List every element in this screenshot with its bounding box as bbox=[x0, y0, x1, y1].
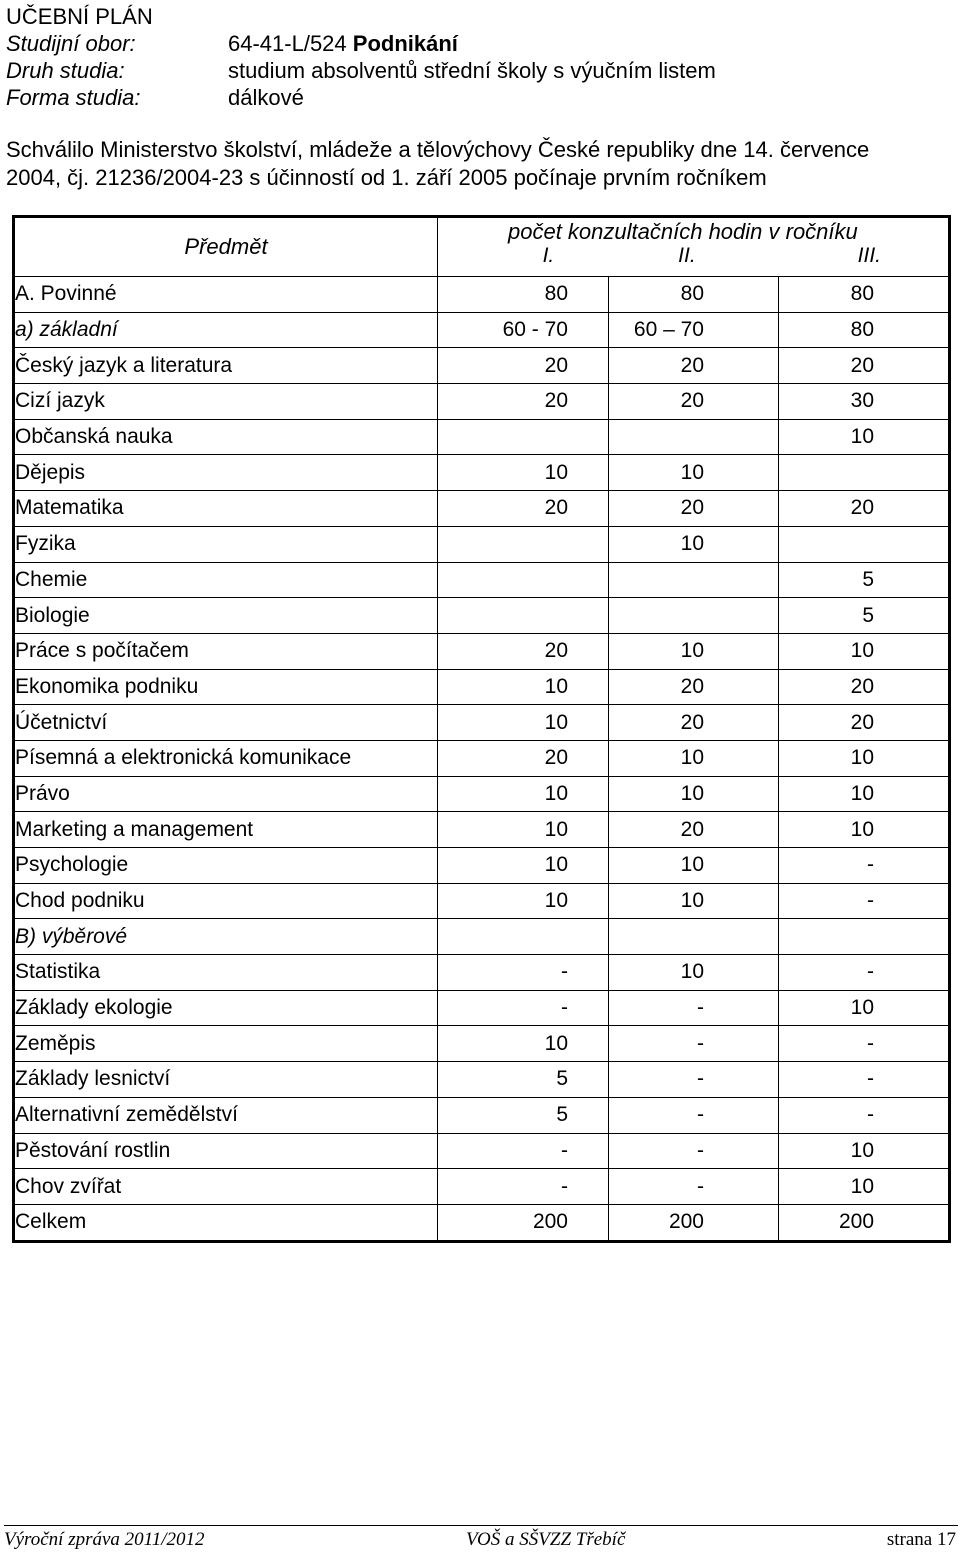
year-label: II. bbox=[678, 244, 696, 267]
meta-value: dálkové bbox=[228, 85, 304, 110]
hours-year-3: - bbox=[779, 883, 950, 919]
table-row bbox=[14, 491, 950, 527]
hours-year-3: 10 bbox=[779, 419, 950, 455]
hours-year-2: 10 bbox=[609, 883, 779, 919]
hours-year-2: - bbox=[609, 1097, 779, 1133]
hours-year-1 bbox=[438, 562, 609, 598]
hours-year-2: - bbox=[609, 1169, 779, 1205]
hours-year-1: 5 bbox=[438, 1097, 609, 1133]
hours-year-1: - bbox=[438, 1133, 609, 1169]
table-row bbox=[14, 633, 950, 669]
subject-name: Fyzika bbox=[14, 526, 438, 562]
subject-name: Český jazyk a literatura bbox=[14, 348, 438, 384]
header-year-labels bbox=[438, 245, 948, 267]
hours-year-3 bbox=[779, 455, 950, 491]
hours-year-1 bbox=[438, 419, 609, 455]
hours-year-3: 10 bbox=[779, 1133, 950, 1169]
hours-year-3: 20 bbox=[779, 669, 950, 705]
hours-year-2: 20 bbox=[609, 491, 779, 527]
hours-year-2 bbox=[609, 562, 779, 598]
table-row bbox=[14, 312, 950, 348]
meta-value: studium absolventů střední školy s výučním listem bbox=[228, 58, 716, 83]
table-header-row bbox=[14, 217, 950, 277]
hours-year-2: 20 bbox=[609, 669, 779, 705]
header-hours-label: počet konzultačních hodin v ročníku bbox=[508, 219, 858, 244]
table-row bbox=[14, 1169, 950, 1205]
table-row bbox=[14, 277, 950, 313]
hours-year-2: 20 bbox=[609, 705, 779, 741]
header-subject: Předmět bbox=[184, 234, 268, 259]
hours-year-2: 60 – 70 bbox=[609, 312, 779, 348]
table-row bbox=[14, 955, 950, 991]
footer-divider bbox=[4, 1525, 958, 1526]
hours-year-3: 30 bbox=[779, 384, 950, 420]
table-body bbox=[14, 277, 950, 1242]
hours-year-2: 20 bbox=[609, 812, 779, 848]
hours-year-1: - bbox=[438, 990, 609, 1026]
table-row bbox=[14, 1204, 950, 1241]
hours-year-3: 10 bbox=[779, 776, 950, 812]
hours-year-3: 10 bbox=[779, 1169, 950, 1205]
hours-year-2: - bbox=[609, 1062, 779, 1098]
hours-year-1: 200 bbox=[438, 1204, 609, 1241]
table-row bbox=[14, 705, 950, 741]
hours-year-1: 20 bbox=[438, 348, 609, 384]
subject-name: Alternativní zemědělství bbox=[14, 1097, 438, 1133]
footer-page-number: strana 17 bbox=[886, 1529, 956, 1550]
hours-year-3: - bbox=[779, 955, 950, 991]
table-row bbox=[14, 919, 950, 955]
table-row bbox=[14, 883, 950, 919]
subject-name: Práce s počítačem bbox=[14, 633, 438, 669]
hours-year-1: 20 bbox=[438, 740, 609, 776]
table-row bbox=[14, 598, 950, 634]
hours-year-3: - bbox=[779, 848, 950, 884]
header-hours-cell bbox=[438, 217, 950, 277]
hours-year-3: 20 bbox=[779, 348, 950, 384]
hours-year-2: 10 bbox=[609, 526, 779, 562]
table-row bbox=[14, 990, 950, 1026]
table-row bbox=[14, 812, 950, 848]
table-row bbox=[14, 384, 950, 420]
hours-year-3: - bbox=[779, 1062, 950, 1098]
hours-year-2: 10 bbox=[609, 955, 779, 991]
hours-year-3 bbox=[779, 526, 950, 562]
meta-row-field bbox=[6, 30, 716, 57]
page-footer bbox=[4, 1529, 956, 1551]
hours-year-3: 5 bbox=[779, 598, 950, 634]
hours-year-2 bbox=[609, 919, 779, 955]
footer-school: VOŠ a SŠVZZ Třebíč bbox=[466, 1529, 626, 1550]
subject-name: Pěstování rostlin bbox=[14, 1133, 438, 1169]
table-row bbox=[14, 1062, 950, 1098]
curriculum-table bbox=[12, 215, 951, 1243]
hours-year-1: 10 bbox=[438, 848, 609, 884]
meta-label: Druh studia: bbox=[6, 58, 125, 83]
meta-label: Studijní obor: bbox=[6, 31, 136, 56]
hours-year-3: 5 bbox=[779, 562, 950, 598]
hours-year-1 bbox=[438, 598, 609, 634]
hours-year-2: 20 bbox=[609, 348, 779, 384]
hours-year-3: 10 bbox=[779, 740, 950, 776]
hours-year-2: 20 bbox=[609, 384, 779, 420]
meta-row-form bbox=[6, 84, 716, 111]
header-subject-cell bbox=[14, 217, 438, 277]
study-metadata bbox=[6, 30, 716, 111]
hours-year-2: - bbox=[609, 1133, 779, 1169]
table-row bbox=[14, 776, 950, 812]
hours-year-1: 10 bbox=[438, 705, 609, 741]
hours-year-2 bbox=[609, 419, 779, 455]
table-row bbox=[14, 419, 950, 455]
subject-name: Ekonomika podniku bbox=[14, 669, 438, 705]
hours-year-3: 10 bbox=[779, 812, 950, 848]
subject-name: a) základní bbox=[14, 312, 438, 348]
year-label: I. bbox=[542, 244, 555, 267]
subject-name: Účetnictví bbox=[14, 705, 438, 741]
hours-year-3: 10 bbox=[779, 633, 950, 669]
footer-report: Výroční zpráva 2011/2012 bbox=[4, 1529, 205, 1550]
table-row bbox=[14, 526, 950, 562]
subject-name: Základy ekologie bbox=[14, 990, 438, 1026]
hours-year-1: 10 bbox=[438, 1026, 609, 1062]
hours-year-3: 80 bbox=[779, 277, 950, 313]
hours-year-2: 10 bbox=[609, 776, 779, 812]
hours-year-2: - bbox=[609, 990, 779, 1026]
document-title: UČEBNÍ PLÁN bbox=[6, 4, 153, 29]
subject-name: Chemie bbox=[14, 562, 438, 598]
year-label: III. bbox=[857, 244, 882, 267]
subject-name: Písemná a elektronická komunikace bbox=[14, 740, 438, 776]
hours-year-2: 10 bbox=[609, 848, 779, 884]
hours-year-2: 10 bbox=[609, 455, 779, 491]
hours-year-1 bbox=[438, 526, 609, 562]
table-row bbox=[14, 562, 950, 598]
subject-name: Občanská nauka bbox=[14, 419, 438, 455]
hours-year-1: 10 bbox=[438, 669, 609, 705]
subject-name: Cizí jazyk bbox=[14, 384, 438, 420]
hours-year-1: 20 bbox=[438, 384, 609, 420]
hours-year-1: 20 bbox=[438, 633, 609, 669]
hours-year-1: 10 bbox=[438, 776, 609, 812]
subject-name: Celkem bbox=[14, 1204, 438, 1241]
hours-year-1: 10 bbox=[438, 812, 609, 848]
hours-year-3: 20 bbox=[779, 705, 950, 741]
subject-name: B) výběrové bbox=[14, 919, 438, 955]
subject-name: Chov zvířat bbox=[14, 1169, 438, 1205]
subject-name: A. Povinné bbox=[14, 277, 438, 313]
subject-name: Chod podniku bbox=[14, 883, 438, 919]
hours-year-3 bbox=[779, 919, 950, 955]
table-row bbox=[14, 740, 950, 776]
table-row bbox=[14, 455, 950, 491]
hours-year-2: 10 bbox=[609, 633, 779, 669]
hours-year-1: - bbox=[438, 955, 609, 991]
subject-name: Právo bbox=[14, 776, 438, 812]
subject-name: Marketing a management bbox=[14, 812, 438, 848]
approval-line: 2004, čj. 21236/2004-23 s účinností od 1. září 2005 počínaje prvním ročníkem bbox=[6, 165, 767, 190]
table-row bbox=[14, 1097, 950, 1133]
hours-year-1 bbox=[438, 919, 609, 955]
table-row bbox=[14, 1133, 950, 1169]
hours-year-3: 10 bbox=[779, 990, 950, 1026]
hours-year-3: - bbox=[779, 1097, 950, 1133]
hours-year-2 bbox=[609, 598, 779, 634]
hours-year-1: 80 bbox=[438, 277, 609, 313]
hours-year-2: 80 bbox=[609, 277, 779, 313]
hours-year-2: 10 bbox=[609, 740, 779, 776]
meta-value: 64-41-L/524 Podnikání bbox=[228, 31, 458, 56]
table-row bbox=[14, 1026, 950, 1062]
table-row bbox=[14, 348, 950, 384]
approval-statement bbox=[6, 136, 960, 192]
hours-year-3: - bbox=[779, 1026, 950, 1062]
subject-name: Základy lesnictví bbox=[14, 1062, 438, 1098]
hours-year-1: 20 bbox=[438, 491, 609, 527]
subject-name: Biologie bbox=[14, 598, 438, 634]
subject-name: Statistika bbox=[14, 955, 438, 991]
hours-year-1: 10 bbox=[438, 883, 609, 919]
subject-name: Zeměpis bbox=[14, 1026, 438, 1062]
meta-row-type bbox=[6, 57, 716, 84]
hours-year-2: 200 bbox=[609, 1204, 779, 1241]
subject-name: Psychologie bbox=[14, 848, 438, 884]
hours-year-3: 20 bbox=[779, 491, 950, 527]
subject-name: Matematika bbox=[14, 491, 438, 527]
hours-year-2: - bbox=[609, 1026, 779, 1062]
hours-year-1: 60 - 70 bbox=[438, 312, 609, 348]
hours-year-3: 80 bbox=[779, 312, 950, 348]
table-row bbox=[14, 848, 950, 884]
meta-label: Forma studia: bbox=[6, 85, 141, 110]
hours-year-3: 200 bbox=[779, 1204, 950, 1241]
table-row bbox=[14, 669, 950, 705]
subject-name: Dějepis bbox=[14, 455, 438, 491]
hours-year-1: 10 bbox=[438, 455, 609, 491]
approval-line: Schválilo Ministerstvo školství, mládeže a tělovýchovy České republiky dne 14. července bbox=[6, 137, 870, 162]
hours-year-1: - bbox=[438, 1169, 609, 1205]
hours-year-1: 5 bbox=[438, 1062, 609, 1098]
